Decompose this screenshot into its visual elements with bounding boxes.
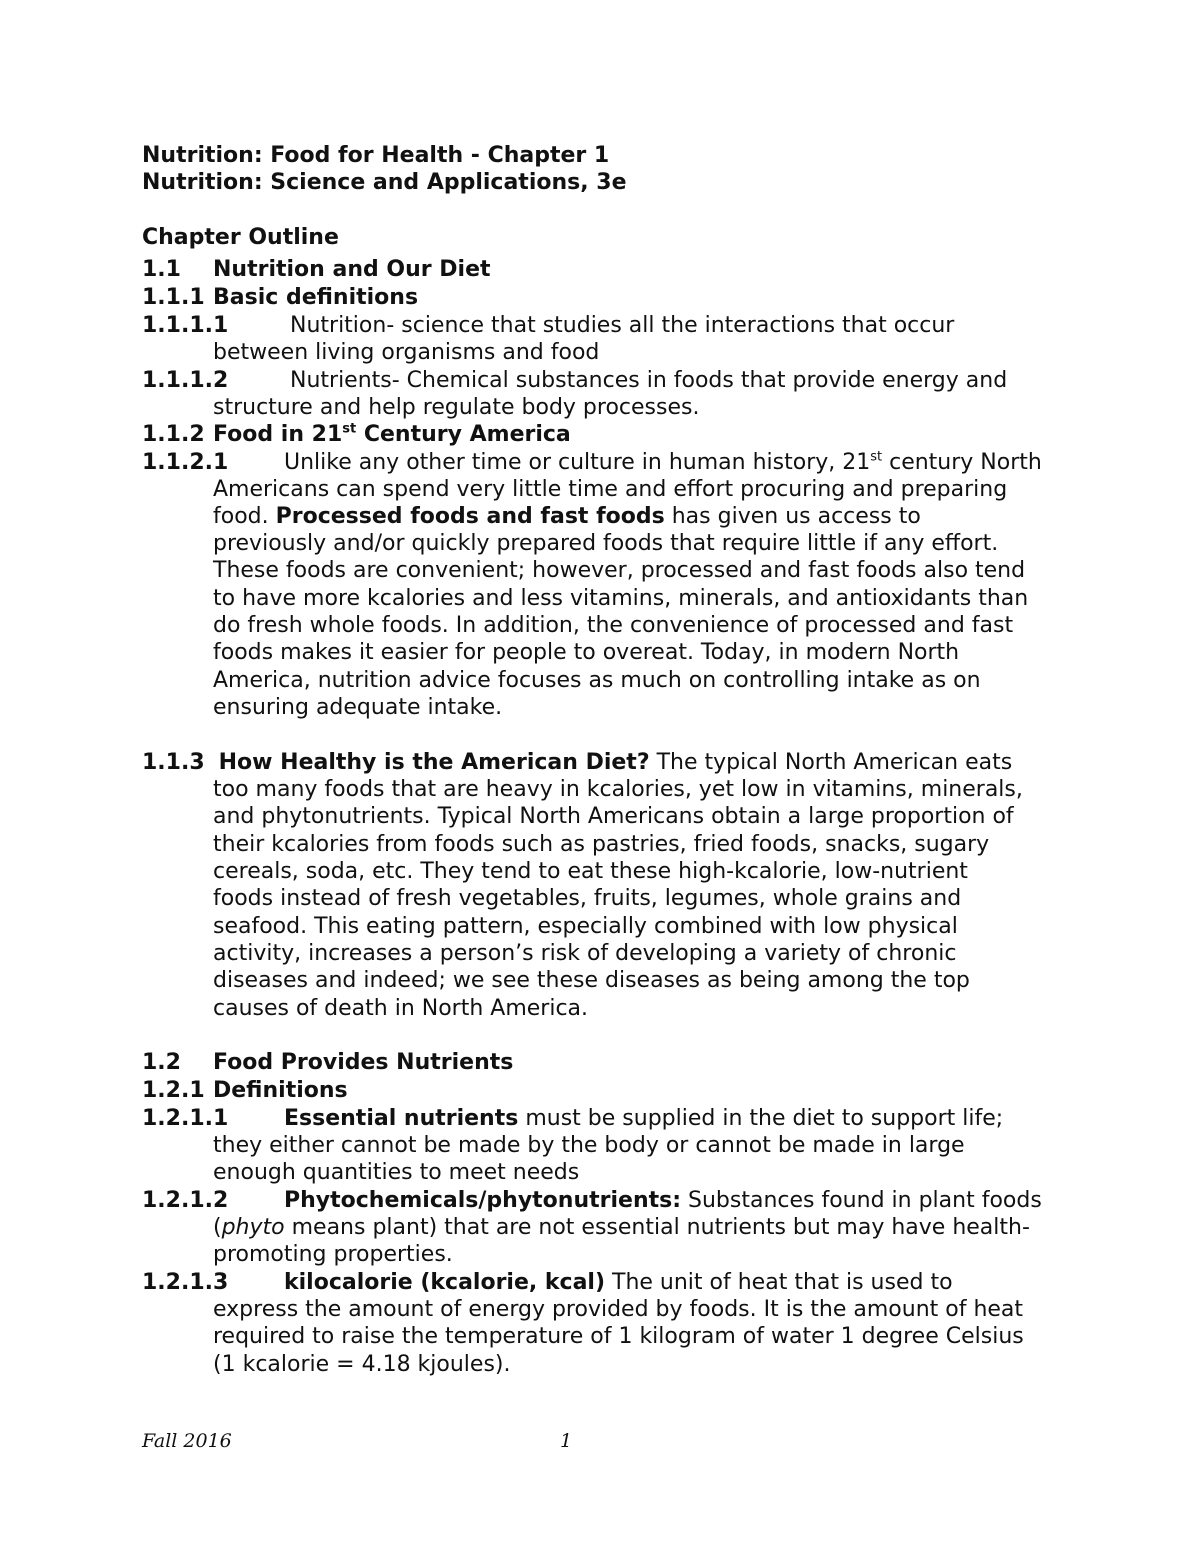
item-1-1-2-1-line: Americans can spend very little time and effort procuring and preparing bbox=[213, 477, 1008, 502]
item-1-2-1-1-line: Essential nutrients must be supplied in the diet to support life; bbox=[284, 1106, 1004, 1131]
item-1-2-1-2-line: promoting properties. bbox=[213, 1242, 453, 1267]
kilocalorie-term: kilocalorie (kcalorie, kcal) bbox=[284, 1270, 606, 1295]
section-1-1-3-line: seafood. This eating pattern, especially combined with low physical bbox=[213, 914, 958, 939]
section-1-1-3-line: 1.1.3 How Healthy is the American Diet? The typical North American eats bbox=[142, 750, 1013, 775]
outline-heading: Chapter Outline bbox=[142, 225, 339, 250]
phytochemicals-term: Phytochemicals/phytonutrients: bbox=[284, 1188, 682, 1213]
phyto-term: phyto bbox=[221, 1215, 285, 1240]
item-1-1-1-2-line: structure and help regulate body processes. bbox=[213, 395, 700, 420]
document-subtitle: Nutrition: Science and Applications, 3e bbox=[142, 170, 627, 195]
item-1-1-2-1-line: do fresh whole foods. In addition, the convenience of processed and fast bbox=[213, 613, 1014, 638]
section-1-1-3-title: How Healthy is the American Diet? bbox=[218, 750, 650, 775]
item-1-1-2-1-number: 1.1.2.1 bbox=[142, 450, 229, 475]
item-1-2-1-3-line: (1 kcalorie = 4.18 kjoules). bbox=[213, 1352, 511, 1377]
item-1-1-2-1-line: food. Processed foods and fast foods has given us access to bbox=[213, 504, 921, 529]
item-1-1-1-2-line: Nutrients- Chemical substances in foods that provide energy and bbox=[290, 368, 1008, 393]
section-1-2-1-number: 1.2.1 bbox=[142, 1078, 205, 1103]
item-1-2-1-2-line: Phytochemicals/phytonutrients: Substances found in plant foods bbox=[284, 1188, 1042, 1213]
item-1-1-2-1-line: Unlike any other time or culture in human history, 21st century North bbox=[284, 449, 1042, 475]
essential-nutrients-term: Essential nutrients bbox=[284, 1106, 519, 1131]
processed-foods-term: Processed foods and fast foods bbox=[275, 504, 665, 529]
item-1-2-1-2-line: (phyto means plant) that are not essential nutrients but may have health- bbox=[213, 1215, 1030, 1240]
item-1-1-2-1-line: America, nutrition advice focuses as much on controlling intake as on bbox=[213, 668, 981, 693]
section-1-1-3-line: diseases and indeed; we see these diseases as being among the top bbox=[213, 968, 970, 993]
item-1-2-1-2-number: 1.2.1.2 bbox=[142, 1188, 229, 1213]
section-1-1-3-number: 1.1.3 bbox=[142, 750, 205, 775]
section-1-1-number: 1.1 bbox=[142, 257, 181, 282]
item-1-1-2-1-line: ensuring adequate intake. bbox=[213, 695, 503, 720]
section-1-1-2-number: 1.1.2 bbox=[142, 422, 205, 447]
item-1-1-1-1-line: between living organisms and food bbox=[213, 340, 600, 365]
item-1-1-2-1-line: previously and/or quickly prepared foods that require little if any effort. bbox=[213, 531, 999, 556]
section-1-2-title: Food Provides Nutrients bbox=[213, 1050, 514, 1075]
item-1-1-2-1-line: to have more kcalories and less vitamins, minerals, and antioxidants than bbox=[213, 586, 1029, 611]
footer-term: Fall 2016 bbox=[142, 1430, 232, 1452]
item-1-1-2-1-line: foods makes it easier for people to overeat. Today, in modern North bbox=[213, 640, 960, 665]
item-1-1-1-2-number: 1.1.1.2 bbox=[142, 368, 229, 393]
section-1-1-3-line: cereals, soda, etc. They tend to eat these high-kcalorie, low-nutrient bbox=[213, 859, 968, 884]
section-1-1-title: Nutrition and Our Diet bbox=[213, 257, 491, 282]
item-1-1-1-1-line: Nutrition- science that studies all the interactions that occur bbox=[290, 313, 955, 338]
section-1-1-3-line: and phytonutrients. Typical North Americans obtain a large proportion of bbox=[213, 804, 1014, 829]
item-1-2-1-1-line: enough quantities to meet needs bbox=[213, 1160, 580, 1185]
document-title: Nutrition: Food for Health - Chapter 1 bbox=[142, 143, 610, 168]
section-1-1-3-line: foods instead of fresh vegetables, fruits, legumes, whole grains and bbox=[213, 886, 962, 911]
item-1-1-2-1-line: These foods are convenient; however, processed and fast foods also tend bbox=[213, 558, 1026, 583]
item-1-2-1-3-line: kilocalorie (kcalorie, kcal) The unit of heat that is used to bbox=[284, 1270, 953, 1295]
section-1-2-number: 1.2 bbox=[142, 1050, 181, 1075]
item-1-2-1-3-line: required to raise the temperature of 1 kilogram of water 1 degree Celsius bbox=[213, 1324, 1024, 1349]
section-1-1-3-line: activity, increases a person’s risk of developing a variety of chronic bbox=[213, 941, 957, 966]
section-1-1-3-line: too many foods that are heavy in kcalories, yet low in vitamins, minerals, bbox=[213, 777, 1023, 802]
section-1-1-3-line: causes of death in North America. bbox=[213, 996, 589, 1021]
section-1-1-1-title: Basic definitions bbox=[213, 285, 419, 310]
item-1-2-1-3-line: express the amount of energy provided by foods. It is the amount of heat bbox=[213, 1297, 1024, 1322]
item-1-2-1-1-line: they either cannot be made by the body or cannot be made in large bbox=[213, 1133, 965, 1158]
section-1-1-3-line: their kcalories from foods such as pastries, fried foods, snacks, sugary bbox=[213, 832, 990, 857]
item-1-1-1-1-number: 1.1.1.1 bbox=[142, 313, 229, 338]
section-1-1-1-number: 1.1.1 bbox=[142, 285, 205, 310]
section-1-2-1-title: Definitions bbox=[213, 1078, 348, 1103]
item-1-2-1-3-number: 1.2.1.3 bbox=[142, 1270, 229, 1295]
section-1-1-2-title: Food in 21st Century America bbox=[213, 421, 571, 447]
item-1-2-1-1-number: 1.2.1.1 bbox=[142, 1106, 229, 1131]
page-number: 1 bbox=[560, 1430, 573, 1452]
